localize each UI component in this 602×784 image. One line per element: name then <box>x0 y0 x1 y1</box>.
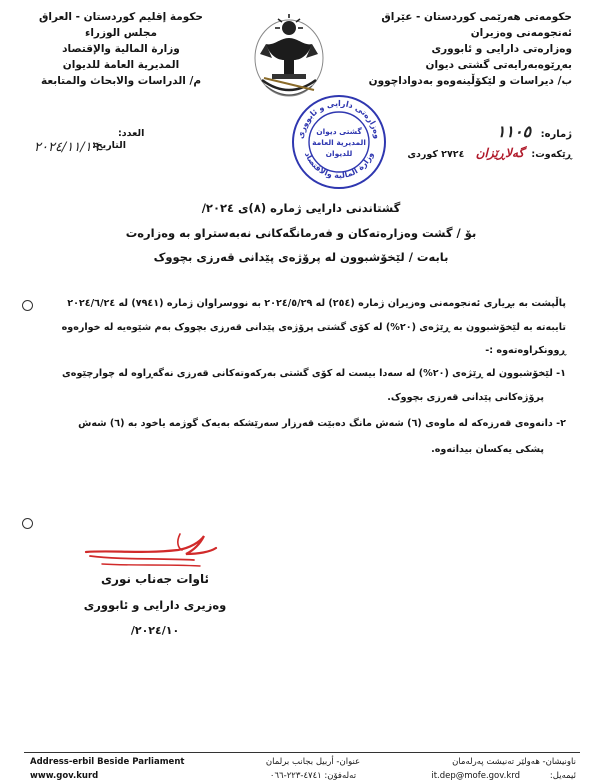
body-item1-line-2: پرۆژەکانی پێدانی قەرزی بچووک. <box>387 392 544 403</box>
footer-address-ar: عنوان- أربيل بجانب برلمان <box>265 757 361 767</box>
stamp-ring-bottom: وزارة المالية والاقتصاد <box>302 150 376 181</box>
ref-date-value: ٢٧٢٤ کوردی <box>407 149 465 160</box>
body-p1-line-2: تایبەتە بە لێخۆشبوون بە ڕێژەی (٢٠%) لە کۆی گشتی پرۆژەی پێدانی قەرزی بچووک بەم شێوەیە لە خوارەوە <box>61 322 566 333</box>
header-left-block <box>26 9 216 89</box>
body-item1-line-1: ١- لێخۆشبوون لە ڕێژەی (٢٠%) لە سەدا بیست لە کۆی گشتی بەرکەوتەکانی قەرزی نەگەڕاوە لە چوارچێوەی <box>62 368 566 379</box>
signatory-position: وەزیری دارایی و ئابووری <box>83 598 227 612</box>
ref-number-label: ژمارە: <box>540 129 572 140</box>
header-right-line-5: ب/ دیراسات و لێکۆڵینەوەو بەدواداچوون <box>368 75 572 87</box>
stamp-ring-top: وەزارەتی دارایی و ئابووری <box>296 98 382 140</box>
footer-email-row <box>550 771 576 781</box>
body-item2-line-1: ٢- دانەوەی قەرزەکە لە ماوەی (٦) شەش مانگ دەبێت قەرزار سەرێشکە بەیەک گوژمە یاخود بە (٦) شەش <box>78 418 566 429</box>
ref-number-value: ١١٠٥ <box>496 122 532 141</box>
footer-website[interactable]: www.gov.kurd <box>30 771 99 781</box>
header-left-line-4: المديرية العامة للديوان <box>62 59 180 71</box>
header-left-line-3: وزارة المالية والإقتصاد <box>62 43 180 55</box>
stamp-center-3: للديوان <box>325 149 353 158</box>
signatory-name: ئاوات جەناب نوری <box>101 572 209 586</box>
body-item2-line-2: پشکی یەکسان بیداتەوە. <box>431 444 544 455</box>
signature-date: ٢٠٢٤/١٠/ <box>130 624 180 637</box>
stamp-center-2: المديرية العامة <box>312 138 366 147</box>
tarikh-label: التاريخ: <box>92 140 126 151</box>
body-p1-line-3: ڕوونکراوەتەوە :- <box>485 345 566 356</box>
footer-divider <box>24 752 580 753</box>
ref-number-row <box>497 122 572 141</box>
handwritten-signature <box>82 530 222 572</box>
header-right-line-4: بەڕێوەبەرایەتی گشتی دیوان <box>425 59 572 71</box>
ref-date-row <box>407 146 572 160</box>
footer-address-en: Address-erbil Beside Parliament <box>30 757 185 767</box>
ref-date-handwritten: گەلاڕێزان <box>475 146 525 160</box>
ref-date-label: ڕێکەوت: <box>531 149 572 160</box>
circular-to-line: بۆ / گشت وەزارەتەکان و فەرمانگەکانی نەبەستراو بە وەزارەت <box>125 226 477 240</box>
header-left-line-5: م/ الدراسات والابحاث والمتابعة <box>40 75 202 87</box>
header-right-line-2: ئەنجومەنی وەزیران <box>470 27 572 39</box>
circular-subject-line: بابەت / لێخۆشبوون لە پرۆژەی پێدانی قەرزی بچووک <box>153 250 449 264</box>
punch-hole-icon <box>22 518 33 529</box>
footer-email[interactable]: it.dep@mofe.gov.krd <box>431 771 520 781</box>
body-p1-line-1: پاڵپشت بە بڕیاری ئەنجومەنی وەزیران ژمارە (٢٥٤) لە ٢٠٢٤/٥/٢٩ بە نووسراوان ژمارە (٧٩٤١) لە ٢٠٢٤/٦/٢٤ <box>67 298 566 309</box>
punch-hole-icon <box>22 300 33 311</box>
official-stamp <box>289 92 389 190</box>
header-right-line-3: وەزارەتی دارایی و ئابووری <box>431 43 572 55</box>
header-right-line-1: حکومەتی هەرێمی کوردستان - عێراق <box>381 11 572 23</box>
footer-phone: تەلەفۆن: ٤٧٤١-٢٢٣-٠٦٦ <box>269 771 357 781</box>
adad-label: العدد: <box>118 128 145 139</box>
header-right-block <box>369 9 572 89</box>
header-left-line-2: مجلس الوزراء <box>84 27 158 39</box>
footer-address-ku: ناونیشان- هەولێر تەنیشت پەرلەمان <box>452 757 576 767</box>
tarikh-value: ٢٠٢٤/١١/١٩ <box>34 140 99 155</box>
circular-title: گشتاندنی دارایی ژمارە (٨)ی ٢٠٢٤/ <box>201 201 401 215</box>
stamp-center-1: گشتی دیوان <box>316 127 362 136</box>
footer-email-label: ئیمەیل: <box>549 771 576 781</box>
header-left-line-1: حكومة إقليم كوردستان - العراق <box>38 11 203 23</box>
